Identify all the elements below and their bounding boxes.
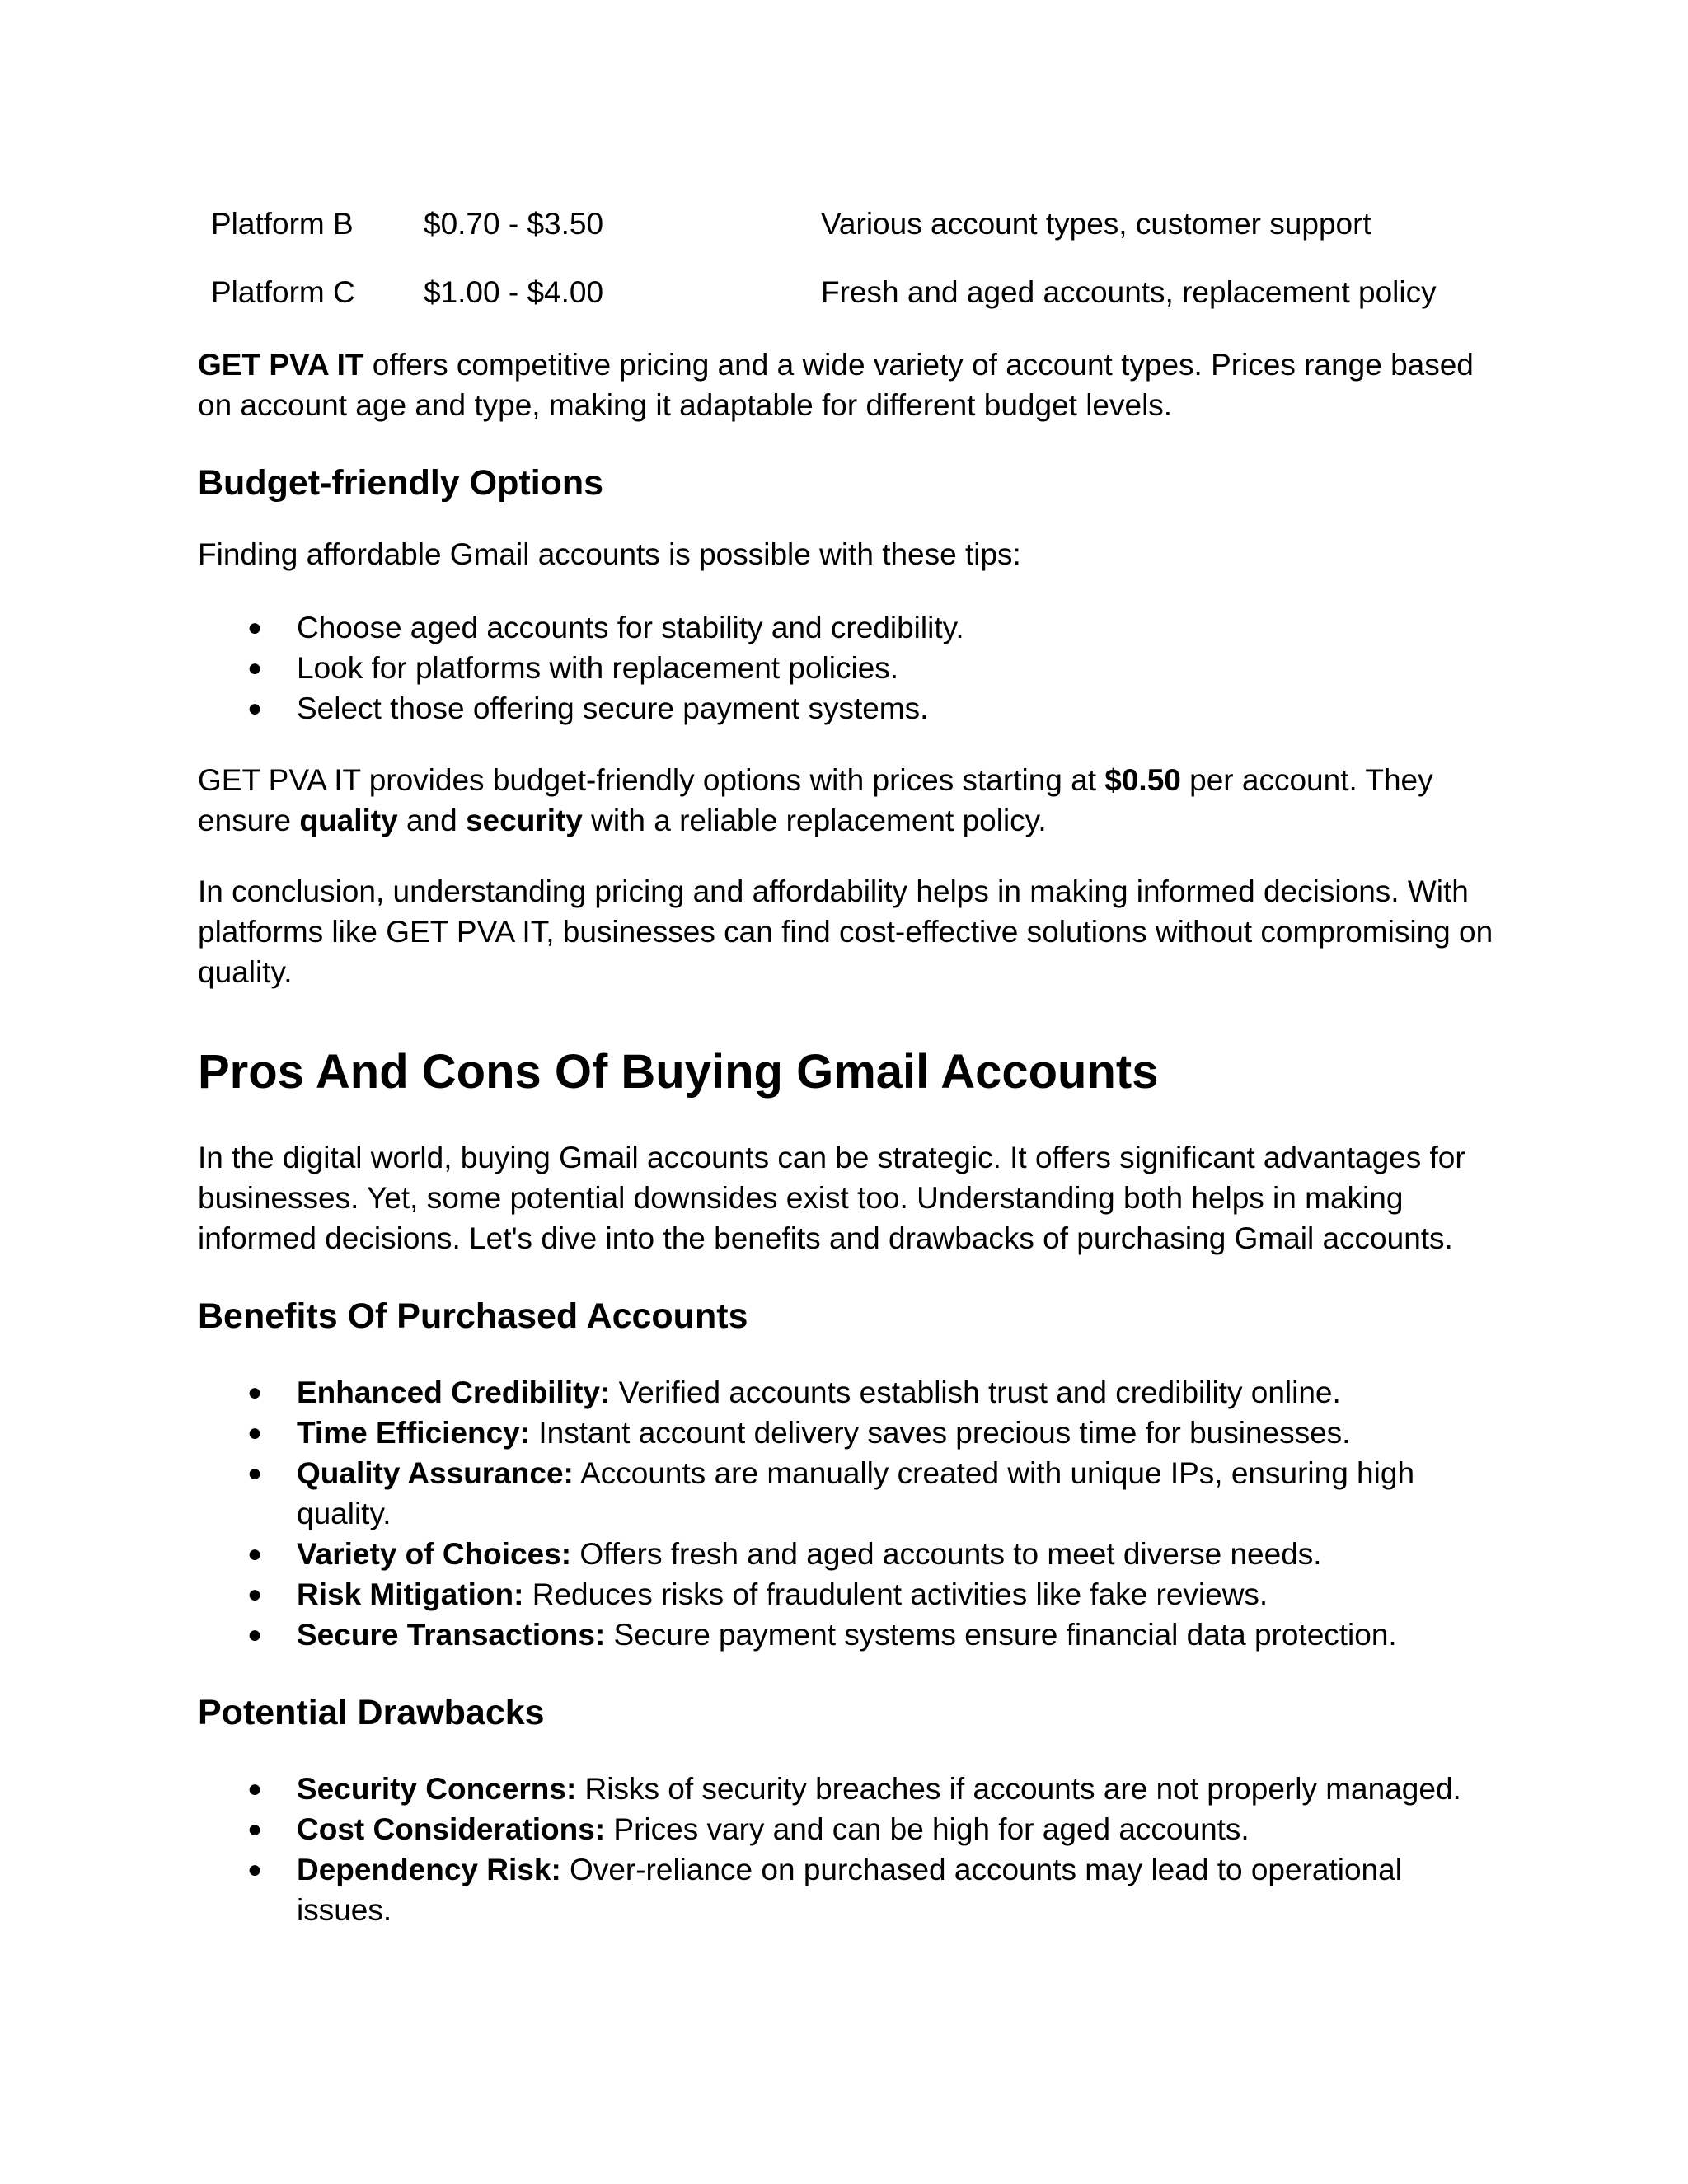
features-cell: Various account types, customer support xyxy=(821,206,1372,241)
benefit-label: Time Efficiency: xyxy=(297,1416,531,1450)
benefit-text: Offers fresh and aged accounts to meet diverse needs. xyxy=(571,1537,1322,1571)
text-run: GET PVA IT provides budget-friendly options with prices starting at xyxy=(198,763,1105,797)
budget-heading: Budget-friendly Options xyxy=(198,463,604,503)
benefit-label: Enhanced Credibility: xyxy=(297,1376,611,1409)
list-item xyxy=(198,1534,1500,1574)
intro-bold-lead: GET PVA IT xyxy=(198,348,364,382)
features-cell: Fresh and aged accounts, replacement policy xyxy=(821,274,1437,309)
price-highlight: $0.50 xyxy=(1104,763,1181,797)
table-row xyxy=(211,190,1480,258)
text-run: and xyxy=(397,804,466,837)
benefits-list xyxy=(198,1372,1500,1655)
drawback-text: Prices vary and can be high for aged accounts. xyxy=(605,1812,1250,1846)
drawback-text: Over-reliance on purchased accounts may lead to operational issues. xyxy=(297,1853,1402,1927)
pros-cons-intro: In the digital world, buying Gmail accounts can be strategic. It offers significant advantages for businesses. Yet, some potential downsides exist too. Understanding both helps in making informed decisions. Let's dive into the benefits and drawbacks of purchasing Gmail accounts. xyxy=(198,1141,1465,1255)
platform-cell: Platform B xyxy=(211,206,354,241)
bullet-icon: ● xyxy=(247,654,263,682)
list-item xyxy=(198,1809,1500,1849)
bullet-icon: ● xyxy=(247,1621,263,1648)
pricing-table xyxy=(211,190,1480,326)
list-item xyxy=(198,1413,1500,1453)
intro-text: offers competitive pricing and a wide variety of account types. Prices range based on account age and type, making it adaptable for different budget levels. xyxy=(198,348,1474,422)
benefits-heading: Benefits Of Purchased Accounts xyxy=(198,1296,748,1336)
list-item xyxy=(198,607,1500,648)
tip-text: Look for platforms with replacement policies. xyxy=(297,651,899,685)
bullet-icon: ● xyxy=(247,695,263,722)
bullet-icon: ● xyxy=(247,1856,263,1883)
price-cell: $1.00 - $4.00 xyxy=(424,274,604,309)
budget-lead: Finding affordable Gmail accounts is possible with these tips: xyxy=(198,537,1021,571)
benefit-text: Secure payment systems ensure financial data protection. xyxy=(605,1618,1397,1652)
drawbacks-heading: Potential Drawbacks xyxy=(198,1693,545,1732)
platform-cell: Platform C xyxy=(211,274,355,309)
list-item xyxy=(198,1849,1500,1930)
bullet-icon: ● xyxy=(247,1379,263,1406)
security-highlight: security xyxy=(465,804,583,837)
drawback-label: Cost Considerations: xyxy=(297,1812,606,1846)
pros-cons-title: Pros And Cons Of Buying Gmail Accounts xyxy=(198,1045,1159,1099)
drawback-label: Dependency Risk: xyxy=(297,1853,561,1886)
bullet-icon: ● xyxy=(247,1460,263,1487)
bullet-icon: ● xyxy=(247,1775,263,1802)
list-item xyxy=(198,688,1500,729)
benefit-label: Variety of Choices: xyxy=(297,1537,572,1571)
list-item xyxy=(198,648,1500,688)
bullet-icon: ● xyxy=(247,1581,263,1608)
tip-text: Select those offering secure payment systems. xyxy=(297,691,929,725)
conclusion-paragraph: In conclusion, understanding pricing and affordability helps in making informed decisions. With platforms like GET PVA IT, businesses can find cost-effective solutions without compromising on quality. xyxy=(198,874,1493,989)
text-run: with a reliable replacement policy. xyxy=(582,804,1047,837)
bullet-icon: ● xyxy=(247,614,263,641)
bullet-icon: ● xyxy=(247,1816,263,1843)
drawback-label: Security Concerns: xyxy=(297,1772,577,1806)
budget-tips-list xyxy=(198,607,1500,729)
drawbacks-list xyxy=(198,1769,1500,1930)
tip-text: Choose aged accounts for stability and credibility. xyxy=(297,611,964,644)
page-content xyxy=(198,190,1500,1930)
text-run: per account. They ensure xyxy=(198,763,1433,837)
list-item xyxy=(198,1574,1500,1615)
bullet-icon: ● xyxy=(247,1540,263,1568)
benefit-text: Instant account delivery saves precious time for businesses. xyxy=(530,1416,1351,1450)
benefit-text: Verified accounts establish trust and credibility online. xyxy=(610,1376,1341,1409)
benefit-label: Risk Mitigation: xyxy=(297,1577,524,1611)
price-cell: $0.70 - $3.50 xyxy=(424,206,604,241)
list-item xyxy=(198,1453,1500,1534)
benefit-text: Accounts are manually created with unique IPs, ensuring high quality. xyxy=(297,1456,1415,1530)
list-item xyxy=(198,1372,1500,1413)
intro-paragraph xyxy=(198,344,1500,425)
list-item xyxy=(198,1769,1500,1809)
list-item xyxy=(198,1615,1500,1655)
bullet-icon: ● xyxy=(247,1419,263,1446)
benefit-label: Quality Assurance: xyxy=(297,1456,574,1490)
benefit-text: Reduces risks of fraudulent activities like fake reviews. xyxy=(523,1577,1268,1611)
table-row xyxy=(211,258,1480,326)
quality-highlight: quality xyxy=(299,804,398,837)
budget-pricing-paragraph xyxy=(198,760,1500,841)
benefit-label: Secure Transactions: xyxy=(297,1618,606,1652)
drawback-text: Risks of security breaches if accounts are not properly managed. xyxy=(576,1772,1461,1806)
